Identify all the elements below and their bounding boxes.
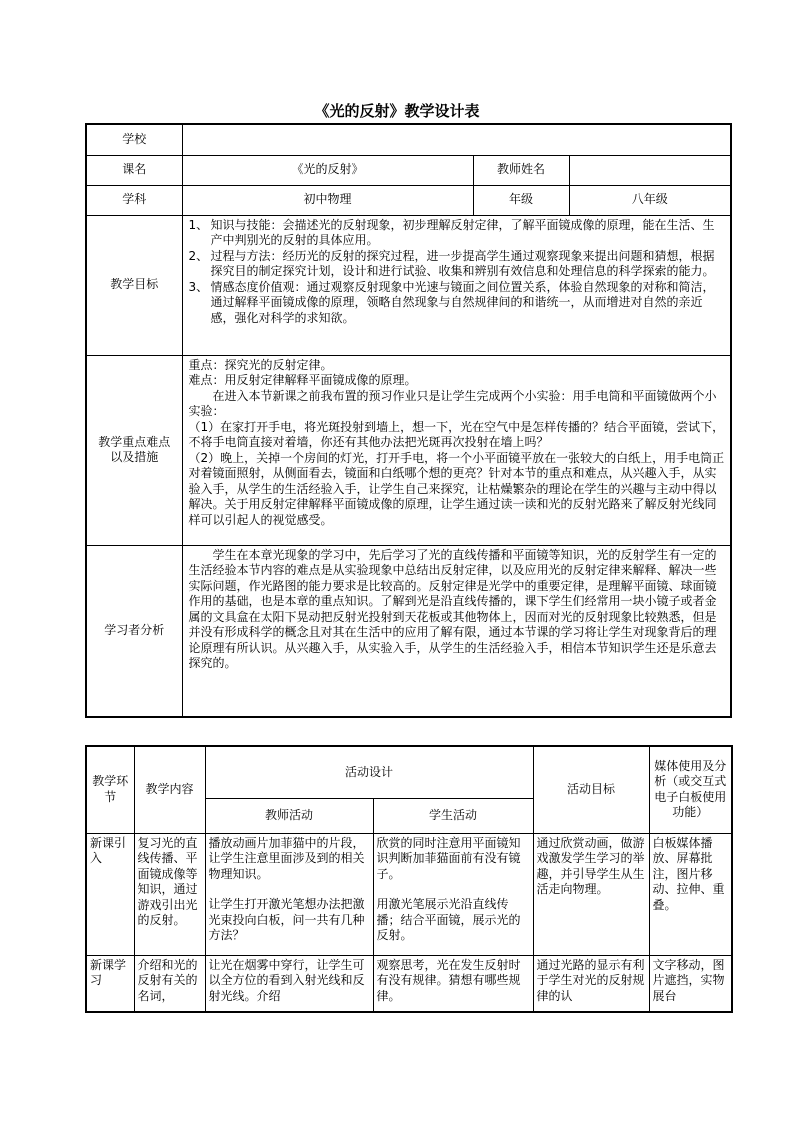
content-cell: 介绍和光的反射有关的名词， bbox=[134, 955, 205, 1012]
keypoints-cell bbox=[182, 355, 731, 545]
goal-cell: 通过光路的显示有利于学生对光的反射规律的认 bbox=[533, 955, 649, 1012]
stage-cell: 新课引入 bbox=[86, 833, 134, 955]
school-label: 学校 bbox=[86, 124, 182, 155]
objective-item bbox=[189, 218, 727, 249]
teacher-name-label: 教师姓名 bbox=[473, 155, 569, 185]
learners-label: 学习者分析 bbox=[86, 545, 182, 717]
objective-text: 知识与技能：会描述光的反射现象，初步理解反射定律，了解平面镜成像的原理，能在生活、生产中判别光的反射的具体应用。 bbox=[210, 217, 715, 247]
header-stage: 教学环节 bbox=[86, 746, 134, 833]
learners-cell bbox=[182, 545, 731, 717]
teacher-name-value bbox=[569, 155, 731, 185]
keypoints-label bbox=[86, 355, 182, 545]
activity-table bbox=[85, 745, 733, 1013]
header-student: 学生活动 bbox=[373, 798, 533, 833]
subject-value: 初中物理 bbox=[182, 185, 473, 215]
keypoint-difficult: 难点：用反射定律解释平面镜成像的原理。 bbox=[188, 373, 417, 387]
learners-text: 学生在本章光现象的学习中，先后学习了光的直线传播和平面镜等知识，光的反射学生有一定的生活经验本节内容的难点是从实验现象中总结出反射定律，以及应用光的反射定律来解释、解决一些实际问题，作光路图的能力要求是比较高的。反射定律是光学中的重要定律，是理解平面镜、球面镜作用的基础，也是本章的重点知识。了解到光是沿直线传播的，课下学生们经常用一块小镜子或者金属的文具盒在太阳下晃动把反射光投射到天花板或其他物体上，因而对光的反射现象比较熟悉，但是并没有形成科学的概念且对其在生活中的应用了解有限，通过本节课的学习将让学生对现象背后的理论原理有所认识。从兴趣入手，从实验入手，从学生的生活经验入手，相信本节知识学生还是乐意去探究的。 bbox=[188, 547, 717, 670]
content-cell: 复习光的直线传播、平面镜成像等知识，通过游戏引出光的反射。 bbox=[134, 833, 205, 955]
objective-number: 3、 bbox=[188, 279, 209, 294]
objective-number: 1、 bbox=[188, 217, 209, 232]
info-table bbox=[85, 123, 732, 718]
objective-text: 情感态度价值观：通过观察反射现象中光速与镜面之间位置关系，体验自然现象的对称和简洁，通过解释平面镜成像的原理，领略自然现象与自然规律间的和谐统一，从而增进对自然的亲近感，强化对科学的求知欲。 bbox=[210, 279, 715, 325]
keypoints-label-line1: 教学重点难点 bbox=[98, 434, 171, 449]
table-row bbox=[86, 955, 732, 1012]
lesson-label: 课名 bbox=[86, 155, 182, 185]
grade-label: 年级 bbox=[473, 185, 569, 215]
teacher-activity-a: 播放动画片加菲猫中的片段，让学生注意里面涉及到的相关物理知识。 bbox=[208, 835, 365, 881]
objective-item bbox=[189, 280, 727, 327]
keypoints-label-line2: 以及措施 bbox=[110, 450, 159, 464]
subject-row bbox=[86, 185, 731, 215]
learners-row bbox=[86, 545, 731, 717]
objective-number: 2、 bbox=[188, 248, 209, 263]
objective-item bbox=[189, 249, 727, 280]
objectives-label: 教学目标 bbox=[86, 215, 182, 355]
keypoints-row bbox=[86, 355, 731, 545]
keypoint-main: 重点：探究光的反射定律。 bbox=[188, 357, 333, 372]
student-activity-a: 欣赏的同时注意用平面镜知识判断加菲猫面前有没有镜子。 bbox=[376, 835, 521, 881]
header-design: 活动设计 bbox=[205, 746, 533, 798]
student-activity-b: 用激光笔展示光沿直线传播；结合平面镜，展示光的反射。 bbox=[376, 897, 521, 942]
teacher-activity-cell: 让光在烟雾中穿行，让学生可以全方位的看到入射光线和反射光线。介绍 bbox=[205, 955, 373, 1012]
teacher-activity-cell bbox=[205, 833, 373, 955]
school-value bbox=[182, 124, 731, 155]
header-teacher: 教师活动 bbox=[205, 798, 373, 833]
header-content: 教学内容 bbox=[134, 746, 205, 833]
header-media: 媒体使用及分析（或交互式电子白板使用功能） bbox=[649, 746, 732, 833]
goal-cell: 通过欣赏动画，做游戏激发学生学习的举趣，并引导学生从生活走向物理。 bbox=[533, 833, 649, 955]
keypoint-experiment-1: （1）在家打开手电，将光斑投射到墙上，想一下，光在空气中是怎样传播的？结合平面镜，尝试下，不将手电筒直接对着墙，你还有其他办法把光斑再次投射在墙上吗？ bbox=[188, 419, 725, 449]
grade-value: 八年级 bbox=[569, 185, 731, 215]
student-activity-cell bbox=[373, 833, 533, 955]
keypoint-experiment-2: （2）晚上，关掉一个房间的灯光，打开手电，将一个小平面镜平放在一张较大的白纸上，用手电筒正对着镜面照射，从侧面看去，镜面和白纸哪个想的更亮？针对本节的重点和难点，从兴趣入手，从实验入手，从学生的生活经验入手，让学生自己来探究，让枯燥繁杂的理论在学生的兴趣与主动中得以解决。关于用反射定律解释平面镜成像的原理，让学生通过读一读和光的反射光路来了解反射光线同样可以引起人的视觉感受。 bbox=[188, 450, 725, 527]
stage-cell: 新课学习 bbox=[86, 955, 134, 1012]
student-activity-cell: 观察思考，光在发生反射时有没有规律。猜想有哪些规律。 bbox=[373, 955, 533, 1012]
lesson-value: 《光的反射》 bbox=[182, 155, 473, 185]
objective-text: 过程与方法：经历光的反射的探究过程，进一步提高学生通过观察现象来提出问题和猜想，根据探究目的制定探究计划，设计和进行试验、收集和辨别有效信息和处理信息的科学探索的能力。 bbox=[210, 248, 715, 278]
media-cell: 文字移动，图片遮挡，实物展台 bbox=[649, 955, 732, 1012]
objectives-row bbox=[86, 215, 731, 355]
header-goal: 活动目标 bbox=[533, 746, 649, 833]
keypoint-preview: 在进入本节新课之前我布置的预习作业只是让学生完成两个小实验：用手电筒和平面镜做两个小实验： bbox=[188, 388, 717, 418]
activity-header-row bbox=[86, 746, 732, 798]
teacher-activity-b: 让学生打开激光笔想办法把激光束投向白板，问一共有几种方法？ bbox=[208, 897, 365, 942]
lesson-row bbox=[86, 155, 731, 185]
subject-label: 学科 bbox=[86, 185, 182, 215]
table-row bbox=[86, 833, 732, 955]
school-row bbox=[86, 124, 731, 155]
objectives-cell bbox=[182, 215, 731, 355]
page-title: 《光的反射》教学设计表 bbox=[314, 102, 480, 120]
media-cell: 白板媒体播放、屏幕批注，图片移动、拉伸、重叠。 bbox=[649, 833, 732, 955]
